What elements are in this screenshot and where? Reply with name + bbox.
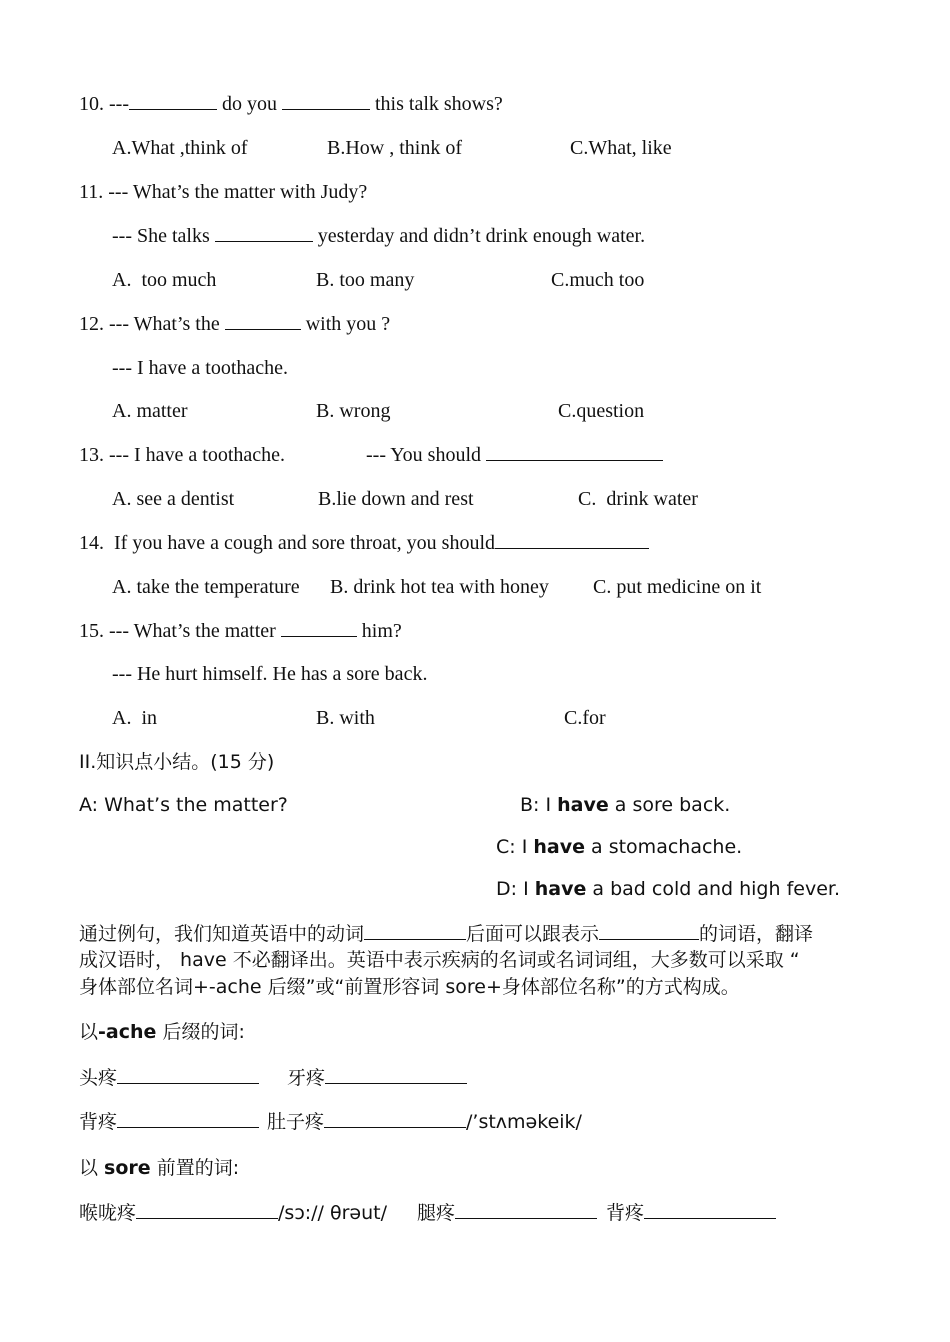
- answer-blank[interactable]: [282, 91, 370, 110]
- q11-option-b[interactable]: B. too many: [316, 269, 415, 291]
- question-15: 15. --- What’s the matter him?: [79, 620, 402, 642]
- q12-option-c[interactable]: C.question: [558, 400, 645, 422]
- ache-heading: 以-ache 后缀的词:: [79, 1021, 245, 1043]
- example-b: B: I have a sore back.: [520, 794, 731, 816]
- answer-blank[interactable]: [495, 530, 649, 549]
- question-14: 14. If you have a cough and sore throat, you should: [79, 530, 649, 556]
- headache-row: 头疼: [79, 1065, 259, 1091]
- answer-blank[interactable]: [324, 1109, 466, 1128]
- example-d: D: I have a bad cold and high fever.: [496, 878, 840, 900]
- question-12-line2: --- I have a toothache.: [112, 357, 289, 379]
- sore-throat-row: 喉咙疼 /sɔ:// θrəut/: [79, 1202, 388, 1224]
- answer-blank[interactable]: [215, 223, 313, 242]
- stomachache-row: 肚子疼 /’stʌməkeik/: [267, 1111, 582, 1133]
- answer-blank[interactable]: [281, 618, 357, 637]
- q13-option-c[interactable]: C. drink water: [578, 488, 698, 510]
- answer-blank[interactable]: [225, 311, 301, 330]
- answer-blank[interactable]: [644, 1200, 776, 1219]
- q15-option-b[interactable]: B. with: [316, 707, 375, 729]
- explanation-line-3: 身体部位名词+-ache 后缀”或“前置形容词 sore+身体部位名称”的方式构成。: [79, 976, 740, 998]
- question-15-line2: --- He hurt himself. He has a sore back.: [112, 663, 428, 685]
- question-11-line2: --- She talks yesterday and didn’t drink enough water.: [112, 225, 646, 247]
- answer-blank[interactable]: [117, 1065, 259, 1084]
- explanation-line-1: 通过例句，我们知道英语中的动词 后面可以跟表示 的词语，翻译: [79, 923, 814, 945]
- q13-option-a[interactable]: A. see a dentist: [112, 488, 235, 510]
- backache-row: 背疼: [79, 1109, 259, 1135]
- example-a: A: What’s the matter?: [79, 794, 288, 816]
- answer-blank[interactable]: [599, 921, 699, 940]
- answer-blank[interactable]: [325, 1065, 467, 1084]
- answer-blank[interactable]: [136, 1200, 278, 1219]
- q15-option-c[interactable]: C.for: [564, 707, 606, 729]
- question-13-answer: --- You should: [366, 442, 663, 468]
- q11-option-c[interactable]: C.much too: [551, 269, 645, 291]
- section-title: II.知识点小结。(15 分): [79, 751, 275, 773]
- answer-blank[interactable]: [117, 1109, 259, 1128]
- answer-blank[interactable]: [129, 91, 217, 110]
- question-10: 10. --- do you this talk shows?: [79, 93, 503, 115]
- q11-option-a[interactable]: A. too much: [112, 269, 217, 291]
- q14-option-b[interactable]: B. drink hot tea with honey: [330, 576, 549, 598]
- answer-blank[interactable]: [486, 442, 663, 461]
- leg-row: 腿疼: [417, 1200, 597, 1226]
- explanation-line-2: 成汉语时， have 不必翻译出。英语中表示疾病的名词或名词词组，大多数可以采取 “: [79, 949, 800, 971]
- toothache-row: 牙疼: [287, 1065, 467, 1091]
- q10-option-c[interactable]: C.What, like: [570, 137, 672, 159]
- question-11: 11. --- What’s the matter with Judy?: [79, 181, 368, 203]
- q10-option-a[interactable]: A.What ,think of: [112, 137, 248, 159]
- answer-blank[interactable]: [455, 1200, 597, 1219]
- answer-blank[interactable]: [364, 921, 466, 940]
- q13-option-b[interactable]: B.lie down and rest: [318, 488, 474, 510]
- question-12: 12. --- What’s the with you ?: [79, 313, 391, 335]
- question-13: 13. --- I have a toothache.: [79, 444, 286, 466]
- q15-option-a[interactable]: A. in: [112, 707, 157, 729]
- back-row: 背疼: [606, 1200, 776, 1226]
- sore-heading: 以 sore 前置的词:: [79, 1157, 240, 1179]
- q12-option-a[interactable]: A. matter: [112, 400, 188, 422]
- q14-option-a[interactable]: A. take the temperature: [112, 576, 300, 598]
- q12-option-b[interactable]: B. wrong: [316, 400, 391, 422]
- q10-option-b[interactable]: B.How , think of: [327, 137, 462, 159]
- example-c: C: I have a stomachache.: [496, 836, 743, 858]
- q14-option-c[interactable]: C. put medicine on it: [593, 576, 762, 598]
